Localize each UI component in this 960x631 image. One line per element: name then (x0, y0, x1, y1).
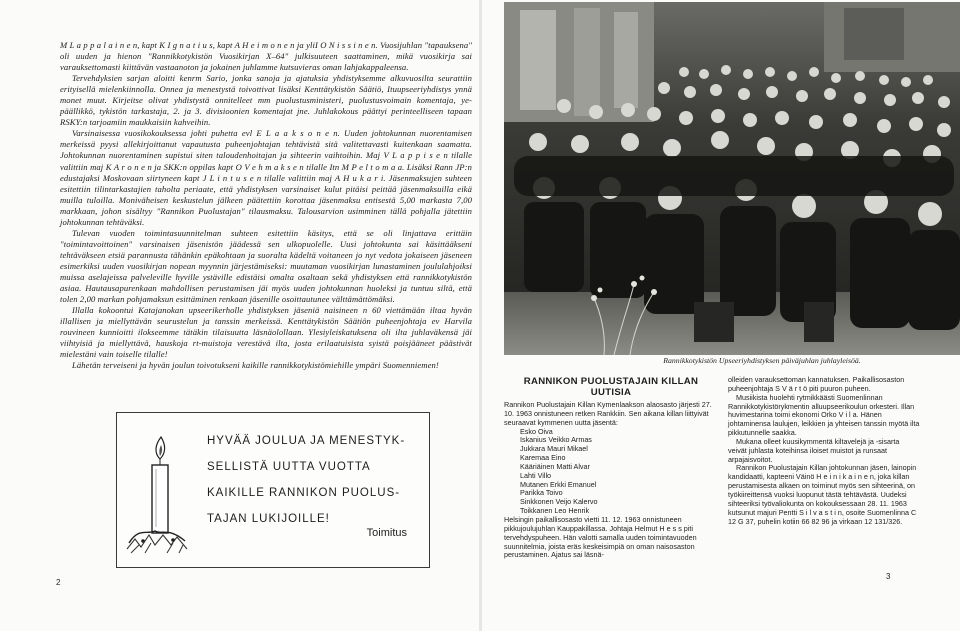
photo-image (504, 2, 960, 355)
article-body: Helsingin paikallisosasto vietti 11. 12. 1963 onnistuneen pikkujoulujuhlan Kauppakillassa. Johtaja Helmut H e s s piti tervehdyspuheen. Hän valotti samalla uuden toimintavuoden suunnitelmia, joista eräs keskeisimpiä on oman naisosaston perustaminen. Ajatus sai läsnä- (504, 514, 697, 560)
list-item: Toikkanen Leo Henrik (520, 506, 590, 516)
paragraph: M L a p p a l a i n e n, kapt K I g n a t i u s, kapt A H e i m o n e n ja yliI O N i s s i n e n. Vuosijuhlan "tapauksena" oli uuden ja hienon "Rannikkotykistön Vuosikirjan X–64" julkisuuteen saattaminen, mikä vuosikirja sai varauksettomasti kiittävän vastaanoton ja jokainen juhlamme kutsuvieras oman lahjakappaleensa. (60, 40, 472, 73)
list-item: Esko Oiva (520, 426, 553, 436)
paragraph: Lähetän terveiseni ja hyvän joulun toivotukseni kaikille rannikkotykistömiehille ympäri Suomenniemen! (72, 360, 439, 371)
article-column-2 (728, 376, 920, 526)
paragraph: Tervehdyksien sarjan aloitti kenrm Sario, jonka sanoja ja ajatuksia yhdistyksemme alkuvuosilta seurattiin erityisellä mielenkiinnolla. Onnea ja menestystä toivottivat lisäksi Kenttätykistön Säätiö, Ituupseeriyhdistys ynnä monet muut. Kirjeitse olivat yhdistystä onnitelleet mm puolustusministeri, puolustusvoimain komentaja, ye-päällikkö, tykistön tarkastaja, 2. ja 3. divisioonien komentajat jne. Juhlakokous päättyi perinteelliseen tapaan RSKY:n tarjoamiin maukkaisiin kahveihin. (60, 73, 472, 128)
greeting-line: TAJAN LUKIJOILLE! (207, 513, 330, 525)
left-article-text (60, 40, 472, 371)
right-page (482, 0, 960, 631)
candle-icon (125, 431, 189, 561)
list-item: Lahti Villo (520, 470, 552, 480)
article-intro: Rannikon Puolustajain Killan Kymenlaakson alaosasto järjesti 27. 10. 1963 onnistuneen retken Rankkiin. Sen aikana killan liittyivät seuraavat kymmenen uutta jäsentä: (504, 400, 712, 427)
photo-caption: Rannikkotykistön Upseeriyhdistyksen päiväjuhlan juhlayleisöä. (663, 356, 861, 365)
paragraph: Varsinaisessa vuosikokouksessa johti puhetta evl E L a a k s o n e n. Uuden johtokunnan nuorentamisen merkeissä pyysi allekirjoittanut vapautusta puheenjohtajan tehtävistä sitä valitettavasti kuitenkaan saamatta. Johtokunnan nuorentaminen supistui siten taloudenhoitajan ja sihteerin vaihtoihin. Maj V L a p p i s e n tilalle valittiin maj K A r o n e n ja SKK:n oppilas kapt O V e h m a k s e n tilalle Itn M P e l t o m a a. Lisäksi Rann JP:n edustajaksi Moskovaan siirtyneen kapt J L i n t u s e n tilalle valittiin maj A H u k a r i. Jäsenmaksujen suhteen esitettiin tilintarkastajien taholta periaate, että yhdistyksen varsinaiset kulut pitäisi peittää jäsenmaksuilla eikä muilla tuloilla. Moniväheisen keskustelun jälkeen päätettiin korottaa jäsenmaksu entisestä 5,00 markasta 7,00 markkaan, johon sisältyy "Rannikon Puolustajan" tilausmaksu. Talousarvion usimminen tällä pohjalla jätettiin johtokunnan tehtäväksi. (60, 128, 472, 227)
list-item: Mutanen Erkki Emanuel (520, 479, 597, 489)
list-item: Karemaa Eino (520, 453, 566, 463)
page-number: 3 (886, 572, 891, 581)
page-number: 2 (56, 578, 61, 587)
paragraph: Musiikista huolehti rytmikkäästi Suomenlinnan Rannikkotykistörykmentin alluupseerikoulun orkesteri. Illan huvimestarina toimi ekonomi Orko V i l a. Hänen johtaminensa laulujen, leikkien ja yhteisen tanssin myötä ilta pikkutunnelle saakka. (728, 392, 920, 438)
list-item: Parikka Toivo (520, 488, 563, 498)
list-item: Kääriäinen Matti Alvar (520, 461, 590, 471)
audience-photo (504, 2, 960, 355)
new-members-list (504, 428, 718, 516)
greeting-line: SELLISTÄ UUTTA VUOTTA (207, 461, 371, 473)
list-item: Jukkara Mauri Mikael (520, 444, 588, 454)
list-item: Sinkkonen Veijo Kalervo (520, 497, 598, 507)
greeting-line: KAIKILLE RANNIKON PUOLUS- (207, 487, 401, 499)
guild-news-article (504, 376, 718, 560)
paragraph: Mukana olleet kuusikymmentä kiltavelejä ja -sisarta veivät juhlasta koteihinsa iloiset muistot ja runsaat arpajaisvoitot. (728, 436, 900, 464)
paragraph: olleiden varauksettoman kannatuksen. Paikallisosaston puheenjohtaja S V ä r t ö piti puuron puheen. (728, 375, 905, 393)
greeting-line: HYVÄÄ JOULUA JA MENESTYK- (207, 435, 406, 447)
paragraph: Rannikon Puolustajain Killan johtokunnan jäsen, lainopin kandidaatti, kapteeni Väinö H e i n i k a i n e n, joka killan perustamisesta alkaen on toiminut myös sen sihteerinä, on työkiireittensä vuoksi luopunut tästä tehtävästä. Uudeksi sihteeriksi työvaliokunta on kokouksessaan 28. 11. 1963 kutsunut majuri Pentti S i l v a s t i n, osoite Suomenlinna C 12 G 37, puhelin kotiin 66 82 96 ja virkaan 12 131/326. (728, 463, 917, 526)
list-item: Iskanius Veikko Armas (520, 435, 592, 445)
article-title: RANNIKON PUOLUSTAJAIN KILLAN UUTISIA (523, 376, 699, 398)
paragraph: Tulevan vuoden toimintasuunnitelman suhteen esitettiin käsitys, että se oli linjattava erittäin "toimintavoittoinen" varsinaisen jäsenistön jäädessä sen ulkopuolelle. Uusi johtokunta sai käsittääkseni tehtäväkseen etsiä parannusta tähänkin epäkohtaan ja suoralta kädeltä voitaneen jo nyt vedota jokaiseen jäseneen esimerkiksi uuden vuosikirjan nopean myynnin järjestämiseksi: muutaman vuosikirjan lunastaminen joululahjoiksi muissa aselajeissa palveleville hyville ystäville edistäisi omalta osaltaan sekä yhdistyksen että rannikkotykistön asiaa. Hautausapurenkaan mahdollisen perustamisen jäi myös uuden johtokunnan huoleksi ja tuntuu siltä, että tolen 2,00 markan pohjamaksun esittäminen renkaan jäsenille osoittautunee välttämättömäksi. (60, 227, 472, 305)
paragraph: Illalla kokoontui Katajanokan upseerikerholle yhdistyksen jäseniä naisineen n 60 viettämään iltaa hyvän illallisen ja miellyttävän seurustelun ja tanssin merkeissä. Kenttätykistön Säätiön puheenjohtaja ev Harvila rouvineen kunnioitti ilokseemme tätäkin tilaisuutta läsnäolollaan. Ylesiyleiskatuksena oli ilta juhlaväkensä jäi viihtyisiä ja miellyttävä, hauskoja rt-muistoja verestävä ilta, josta erilaatuisista syistä poisjääneet päästivät mielestäni vain toiselle tilalle! (60, 305, 472, 360)
greeting-signature: Toimitus (366, 527, 407, 539)
christmas-greeting-box (116, 412, 430, 568)
